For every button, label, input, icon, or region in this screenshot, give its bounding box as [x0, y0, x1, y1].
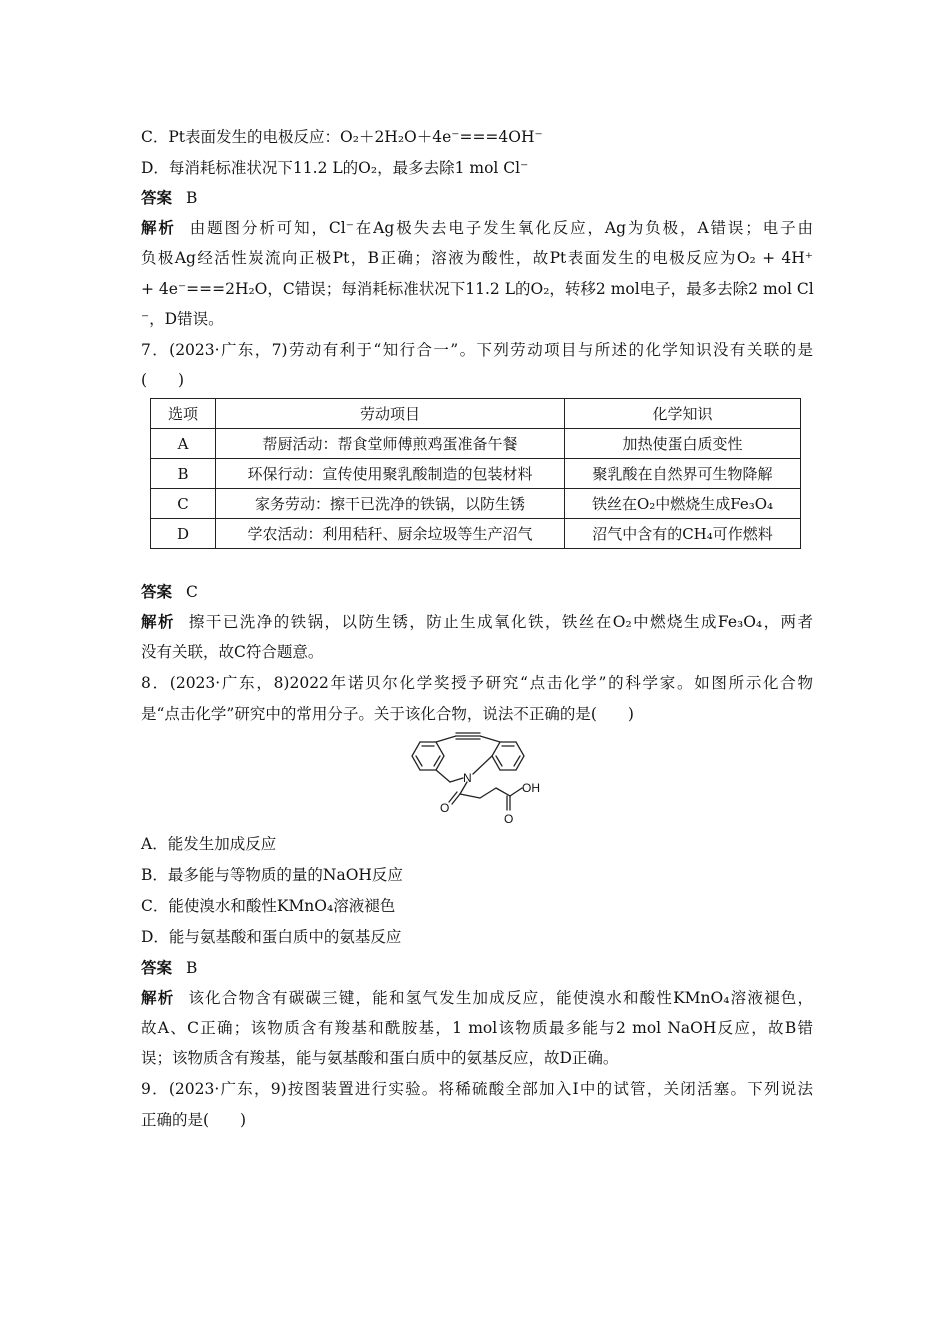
q7-table: [150, 398, 801, 549]
analysis-text: 擦干已洗净的铁锅，以防生锈，防止生成氧化铁，铁丝在O₂中燃烧生成Fe₃O₄，两者: [188, 613, 813, 631]
q8-analysis-line-3: 误；该物质含有羧基，能与氨基酸和蛋白质中的氨基反应，故D正确。: [141, 1049, 619, 1067]
table-cell: D: [151, 519, 216, 549]
q9-stem-line-2: 正确的是( ): [141, 1111, 247, 1129]
prev-analysis-line-4: ⁻，D错误。: [141, 310, 224, 328]
nitrogen-label: N: [463, 771, 472, 785]
table-header-cell: 化学知识: [565, 399, 801, 429]
answer-value: B: [186, 189, 198, 207]
q8-stem-line-2: 是“点击化学”研究中的常用分子。关于该化合物，说法不正确的是( ): [141, 705, 634, 723]
answer-value: B: [186, 959, 198, 977]
q8-option-c: C．能使溴水和酸性KMnO₄溶液褪色: [141, 897, 396, 915]
oxygen-label: O: [504, 812, 514, 824]
answer-label: 答案: [141, 583, 173, 601]
answer-value: C: [186, 583, 198, 601]
table-cell: 聚乳酸在自然界可生物降解: [565, 459, 801, 489]
table-cell: 学农活动：利用秸秆、厨余垃圾等生产沼气: [216, 519, 565, 549]
table-header-cell: 选项: [151, 399, 216, 429]
table-row: [151, 429, 801, 459]
table-cell: C: [151, 489, 216, 519]
q9-stem-line-1: 9．(2023·广东，9)按图装置进行实验。将稀硫酸全部加入Ⅰ中的试管，关闭活塞。下列说法: [141, 1080, 813, 1098]
q8-stem-line-1: 8．(2023·广东，8)2022年诺贝尔化学奖授予研究“点击化学”的科学家。如图所示化合物: [141, 674, 813, 692]
prev-analysis-line-2: 负极Ag经活性炭流向正极Pt，B正确；溶液为酸性，故Pt表面发生的电极反应为O₂ + 4H⁺: [141, 249, 813, 267]
prev-option-c: C．Pt表面发生的电极反应：O₂＋2H₂O＋4e⁻===4OH⁻: [141, 128, 543, 146]
table-header-row: [151, 399, 801, 429]
answer-label: 答案: [141, 189, 173, 207]
answer-label: 答案: [141, 959, 173, 977]
table-header-cell: 劳动项目: [216, 399, 565, 429]
q7-answer: [141, 582, 813, 602]
table-row: [151, 459, 801, 489]
analysis-text: 由题图分析可知，Cl⁻在Ag极失去电子发生氧化反应，Ag为负极，A错误；电子由: [189, 219, 813, 237]
prev-analysis-line-3: + 4e⁻===2H₂O，C错误；每消耗标准状况下11.2 L的O₂，转移2 mol电子，最多去除2 mol Cl: [141, 280, 814, 298]
molecule-structure-diagram: [400, 732, 550, 824]
table-cell: 加热使蛋白质变性: [565, 429, 801, 459]
analysis-text: 该化合物含有碳碳三键，能和氢气发生加成反应，能使溴水和酸性KMnO₄溶液褪色，: [188, 989, 813, 1007]
table-cell: B: [151, 459, 216, 489]
q7-analysis-line-1: [141, 612, 813, 632]
table-cell: 沼气中含有的CH₄可作燃料: [565, 519, 801, 549]
table-cell: A: [151, 429, 216, 459]
prev-option-d: D．每消耗标准状况下11.2 L的O₂，最多去除1 mol Cl⁻: [141, 159, 529, 177]
table-row: [151, 519, 801, 549]
q8-option-a: A．能发生加成反应: [141, 835, 277, 853]
prev-answer: [141, 188, 813, 208]
hydroxyl-label: OH: [522, 781, 540, 795]
table-cell: 帮厨活动：帮食堂师傅煎鸡蛋准备午餐: [216, 429, 565, 459]
q7-stem-line-2: ( ): [141, 371, 185, 389]
analysis-label: 解析: [141, 613, 175, 631]
q8-option-d: D．能与氨基酸和蛋白质中的氨基反应: [141, 928, 402, 946]
analysis-label: 解析: [141, 219, 176, 237]
analysis-label: 解析: [141, 989, 175, 1007]
table-cell: 家务劳动：擦干已洗净的铁锅，以防生锈: [216, 489, 565, 519]
prev-analysis-line-1: [141, 218, 813, 238]
q8-answer: [141, 958, 813, 978]
q8-analysis-line-2: 故A、C正确；该物质含有羧基和酰胺基，1 mol该物质最多能与2 mol NaOH反应，故B错: [141, 1019, 813, 1037]
table-cell: 铁丝在O₂中燃烧生成Fe₃O₄: [565, 489, 801, 519]
table-row: [151, 489, 801, 519]
q8-option-b: B．最多能与等物质的量的NaOH反应: [141, 866, 403, 884]
oxygen-label: O: [440, 801, 450, 815]
table-cell: 环保行动：宣传使用聚乳酸制造的包装材料: [216, 459, 565, 489]
q7-analysis-line-2: 没有关联，故C符合题意。: [141, 643, 324, 661]
q8-analysis-line-1: [141, 988, 813, 1008]
q7-stem-line-1: 7．(2023·广东，7)劳动有利于“知行合一”。下列劳动项目与所述的化学知识没有关联的是: [141, 341, 813, 359]
